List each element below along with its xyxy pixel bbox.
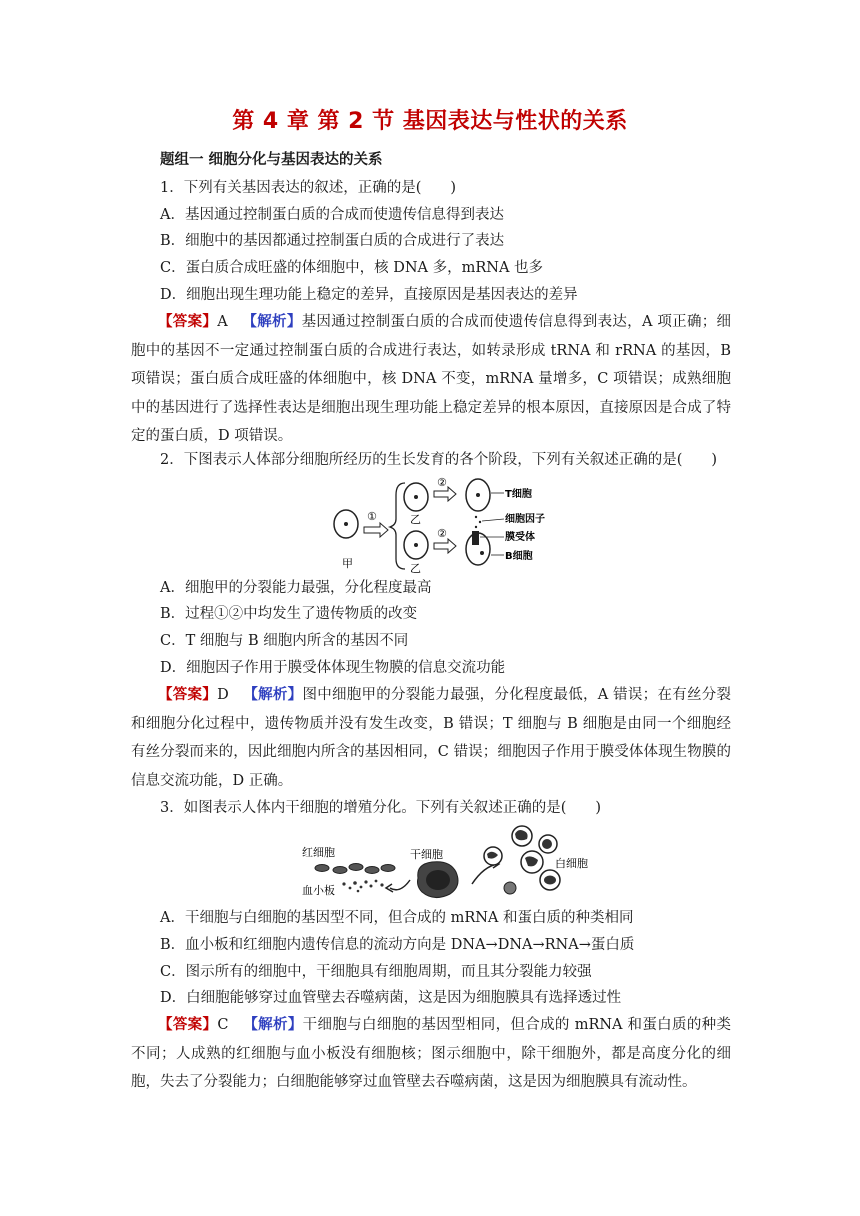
arrow-icon <box>434 539 456 553</box>
arrow-icon <box>390 880 410 890</box>
analysis-label: 【解析】 <box>243 687 303 703</box>
q2-stem: 2．下图表示人体部分细胞所经历的生长发育的各个阶段，下列有关叙述正确的是( ) <box>160 452 718 468</box>
q1-answer: A <box>217 314 228 330</box>
brace <box>390 483 405 569</box>
q1-option-d: D．细胞出现生理功能上稳定的差异，直接原因是基因表达的差异 <box>160 287 578 303</box>
label-stem-cell: 干细胞 <box>410 848 443 861</box>
label-receptor: 膜受体 <box>505 532 535 543</box>
q1-answer-block <box>131 308 731 451</box>
answer-label: 【答案】 <box>158 314 218 330</box>
membrane-receptor <box>472 531 479 545</box>
label-red-blood-cell: 红细胞 <box>302 846 335 859</box>
q3-answer: C <box>217 1017 229 1033</box>
q1-analysis: 基因通过控制蛋白质的合成而使遗传信息得到表达，A 项正确；细胞中的基因不一定通过控制蛋白质的合成进行表达，如转录形成 tRNA 和 rRNA 的基因，B 项错误；蛋白质合成旺盛的体细胞中，核 DNA 不变，mRNA 量增多，C 项错误；成熟细胞中的基因进行了选择性表达是细胞出现生理功能上稳定差异的根本原因，直接原因是合成了特定的蛋白质，D 项错误。 <box>131 314 732 444</box>
red-blood-cells <box>315 864 395 874</box>
q2-answer-block <box>131 681 731 795</box>
q3-option-a: A．干细胞与白细胞的基因型不同，但合成的 mRNA 和蛋白质的种类相同 <box>160 910 634 926</box>
label-b-cell: B细胞 <box>505 551 533 562</box>
step-2-top: ② <box>437 476 447 489</box>
label-platelet: 血小板 <box>302 884 335 897</box>
q3-analysis: 干细胞与白细胞的基因型相同，但合成的 mRNA 和蛋白质的种类不同；人成熟的红细胞与血小板没有细胞核；图示细胞中，除干细胞外，都是高度分化的细胞，失去了分裂能力；白细胞能够穿过血管壁去吞噬病菌，这是因为细胞膜具有流动性。 <box>131 1017 732 1090</box>
q1-option-b: B．细胞中的基因都通过控制蛋白质的合成进行了表达 <box>160 233 505 249</box>
q3-option-b: B．血小板和红细胞内遗传信息的流动方向是 DNA→DNA→RNA→蛋白质 <box>160 937 635 953</box>
q3-answer-block <box>131 1011 731 1097</box>
step-1: ① <box>367 510 377 523</box>
label-t-cell: T细胞 <box>505 489 532 500</box>
platelets <box>342 880 383 893</box>
q1-option-c: C．蛋白质合成旺盛的体细胞中，核 DNA 多，mRNA 也多 <box>160 260 544 276</box>
q3-option-d: D．白细胞能够穿过血管壁去吞噬病菌，这是因为细胞膜具有选择透过性 <box>160 990 622 1006</box>
q2-option-c: C．T 细胞与 B 细胞内所含的基因不同 <box>160 633 409 649</box>
answer-label: 【答案】 <box>158 1017 218 1033</box>
analysis-label: 【解析】 <box>243 1017 303 1033</box>
answer-label: 【答案】 <box>158 687 218 703</box>
white-blood-cells <box>484 826 560 894</box>
q2-option-b: B．过程①②中均发生了遗传物质的改变 <box>160 606 418 622</box>
q2-option-d: D．细胞因子作用于膜受体体现生物膜的信息交流功能 <box>160 660 506 676</box>
q3-option-c: C．图示所有的细胞中，干细胞具有细胞周期，而且其分裂能力较强 <box>160 964 592 980</box>
arrow-icon <box>434 487 456 501</box>
q2-analysis: 图中细胞甲的分裂能力最强，分化程度最低，A 错误；在有丝分裂和细胞分化过程中，遗传物质并没有发生改变，B 错误；T 细胞与 B 细胞是由同一个细胞经有丝分裂而来的，因此细胞内所含的基因相同，C 错误；细胞因子作用于膜受体体现生物膜的信息交流功能，D 正确。 <box>131 687 732 789</box>
q2-answer: D <box>217 687 229 703</box>
step-2-bottom: ② <box>437 527 447 540</box>
q3-stem: 3．如图表示人体内干细胞的增殖分化。下列有关叙述正确的是( ) <box>160 800 602 816</box>
label-yi-top: 乙 <box>410 513 421 526</box>
label-yi-bottom: 乙 <box>410 562 421 575</box>
label-cell-factor: 细胞因子 <box>505 514 545 525</box>
label-jia: 甲 <box>342 557 353 570</box>
group-heading: 题组一 细胞分化与基因表达的关系 <box>160 152 383 168</box>
q2-option-a: A．细胞甲的分裂能力最强，分化程度最高 <box>160 580 432 596</box>
analysis-label: 【解析】 <box>242 314 302 330</box>
arrow-icon <box>364 523 388 537</box>
cell-development-diagram <box>330 475 570 575</box>
label-white-blood-cell: 白细胞 <box>555 857 588 870</box>
q1-stem: 1．下列有关基因表达的叙述，正确的是( ) <box>160 180 457 196</box>
q1-option-a: A．基因通过控制蛋白质的合成而使遗传信息得到表达 <box>160 207 504 223</box>
page-title: 第 4 章 第 2 节 基因表达与性状的关系 <box>232 109 628 134</box>
stem-cell-differentiation-diagram <box>300 822 600 904</box>
